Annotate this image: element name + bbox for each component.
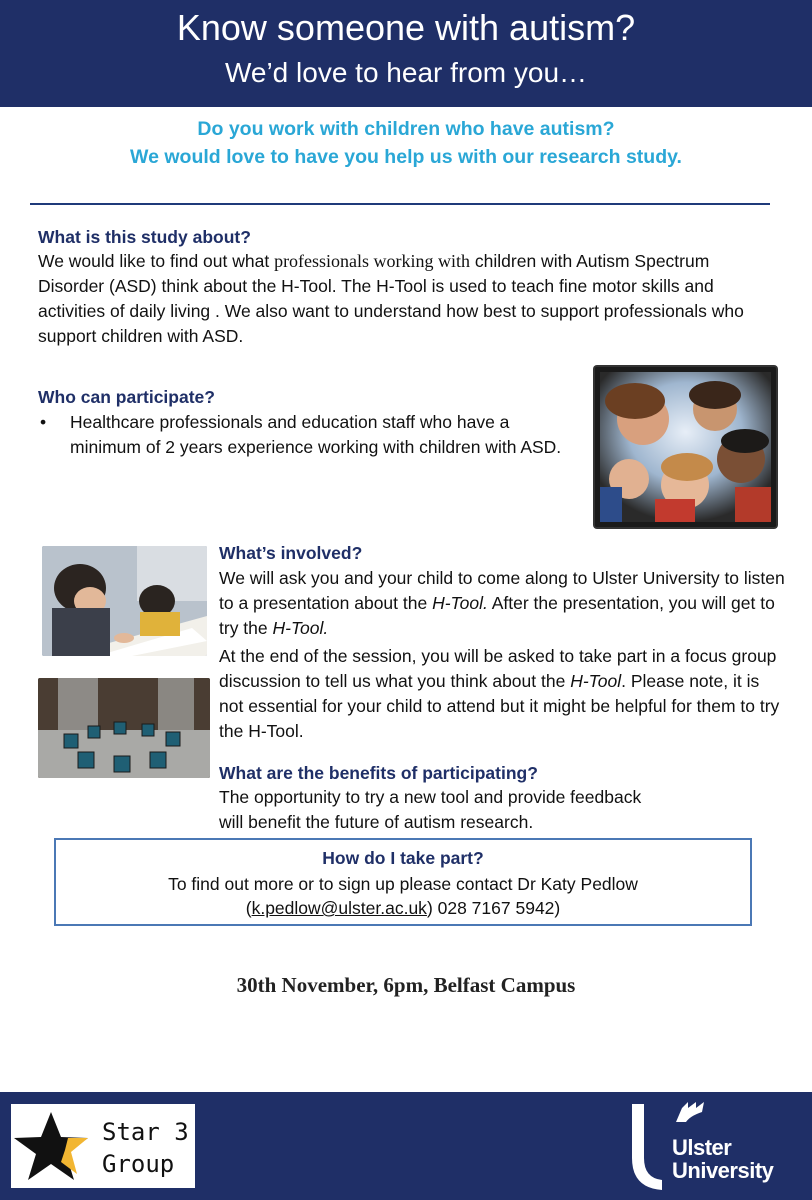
participate-bullet-text: Healthcare professionals and education staff who have a minimum of 2 years experience working with children with ASD.: [70, 412, 562, 457]
contact-heading: How do I take part?: [322, 848, 484, 868]
involved-paragraph-1: [219, 566, 787, 641]
intro-line-1: Do you work with children who have autism?: [197, 118, 615, 140]
about-heading: What is this study about?: [38, 227, 251, 247]
university-name-line-1: Ulster: [672, 1135, 732, 1160]
about-paragraph: [38, 249, 768, 349]
involved-heading: What’s involved?: [219, 543, 363, 563]
ulster-university-logo: [624, 1100, 794, 1192]
university-name-line-2: University: [672, 1158, 774, 1183]
about-text-before: We would like to find out what: [38, 251, 275, 271]
contact-phone: ) 028 7167 5942): [426, 898, 561, 918]
photo-chairs-circle: [38, 678, 210, 778]
star-icon: [11, 1104, 101, 1188]
photo-child-drawing: [42, 546, 207, 656]
bullet-marker: •: [40, 412, 47, 432]
participate-heading: Who can participate?: [38, 387, 215, 407]
benefits-line-1: The opportunity to try a new tool and provide feedback: [219, 787, 642, 807]
benefits-heading: What are the benefits of participating?: [219, 763, 538, 783]
contact-paren-open: (: [245, 898, 252, 918]
child-drawing-photo-icon: [42, 546, 207, 656]
group-photo-icon: [595, 367, 776, 527]
contact-line-2: [56, 896, 750, 920]
partner-name-line-1: Star 3: [102, 1118, 189, 1146]
page-title: Know someone with autism?: [176, 7, 636, 48]
chairs-photo-icon: [38, 678, 210, 778]
page-subtitle: We’d love to hear from you…: [224, 57, 588, 88]
involved-p2-after: . Please note, it is not essential for your child to attend but it might be helpful for them to try the H-Tool.: [219, 671, 780, 741]
intro-line-2: We would love to have you help us with our research study.: [130, 146, 682, 168]
involved-paragraph-2: [219, 644, 787, 744]
involved-p2-before: At the end of the session, you will be asked to take part in a focus group discussion to tell us what you think about the: [219, 646, 777, 691]
star-3-group-logo: [11, 1104, 195, 1188]
involved-p2-italic: H-Tool: [570, 671, 622, 691]
involved-p1-middle: After the presentation, you will get to try the: [219, 593, 775, 638]
section-divider: [30, 203, 770, 205]
involved-p1-italic: H-Tool.: [432, 593, 488, 613]
involved-p1-italic-2: H-Tool.: [272, 618, 329, 638]
involved-p1-before: We will ask you and your child to come along to Ulster University to listen to a presentation about the: [219, 568, 785, 613]
benefits-line-2: will benefit the future of autism research.: [219, 812, 534, 832]
email-link[interactable]: k.pedlow@ulster.ac.uk: [251, 898, 427, 918]
contact-line-1: To find out more or to sign up please contact Dr Katy Pedlow: [168, 874, 638, 894]
about-text-after: children with Autism Spectrum Disorder (ASD) think about the H-Tool. The H-Tool is used to teach fine motor skills and activities of daily living . We also want to understand how best to support professionals who support children with ASD.: [38, 251, 744, 346]
about-text-serif: professionals working with: [274, 251, 471, 271]
event-date-location: 30th November, 6pm, Belfast Campus: [236, 973, 576, 997]
header-banner: [0, 0, 812, 107]
contact-box: [54, 838, 752, 926]
photo-children-circle: [595, 367, 776, 527]
partner-name-line-2: Group: [102, 1150, 175, 1178]
